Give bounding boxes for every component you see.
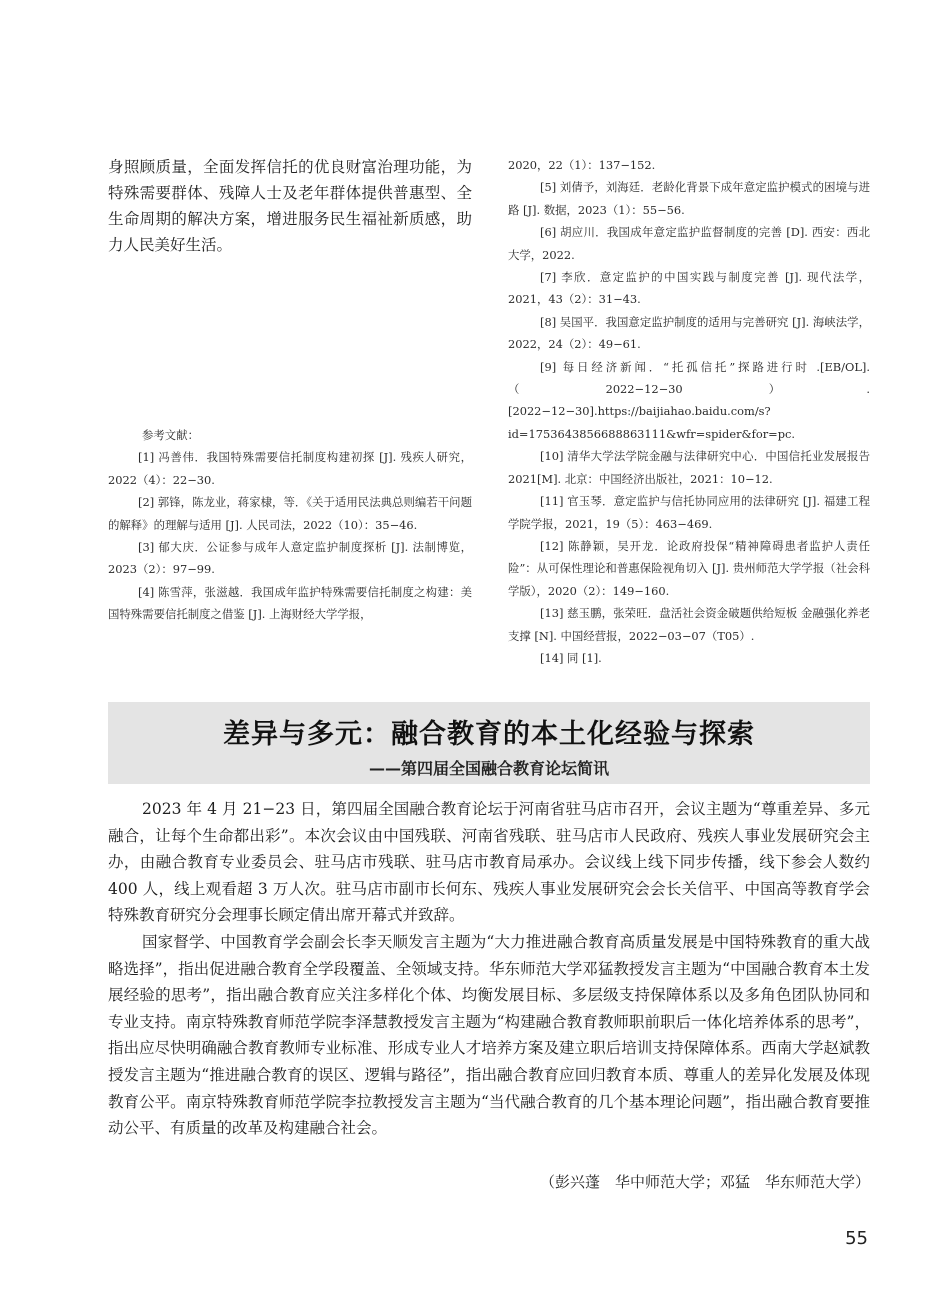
- news-paragraph: 国家督学、中国教育学会副会长李天顺发言主题为“大力推进融合教育高质量发展是中国特殊教育的重大战略选择”，指出促进融合教育全学段覆盖、全领域支持。华东师范大学邓猛教授发言主题为“中国融合教育本土发展经验的思考”，指出融合教育应关注多样化个体、均衡发展目标、多层级支持保障体系以及多角色团队协同和专业支持。南京特殊教育师范学院李泽慧教授发言主题为“构建融合教育教师职前职后一体化培养体系的思考”，指出应尽快明确融合教育教师专业标准、形成专业人才培养方案及建立职后培训支持保障体系。西南大学赵斌教授发言主题为“推进融合教育的误区、逻辑与路径”，指出融合教育应回归教育本质、尊重人的差异化发展及体现教育公平。南京特殊教育师范学院李拉教授发言主题为“当代融合教育的几个基本理论问题”，指出融合教育要推动公平、有质量的改革及构建融合社会。: [108, 932, 870, 1138]
- references-left: [108, 424, 472, 626]
- reference-item: [11] 官玉琴．意定监护与信托协同应用的法律研究 [J]. 福建工程学院学报，2021，19（5）：463−469.: [508, 494, 870, 531]
- reference-item: [12] 陈静颖，吴开龙．论政府投保“精神障碍患者监护人责任险”：从可保性理论和普惠保险视角切入 [J]. 贵州师范大学学报（社会科学版），2020（2）：149−160.: [508, 538, 870, 598]
- references-title: 参考文献：: [142, 428, 199, 442]
- reference-item: [14] 同 [1].: [540, 650, 602, 665]
- news-paragraph: 2023 年 4 月 21−23 日，第四届全国融合教育论坛于河南省驻马店市召开，会议主题为“尊重差异、多元融合，让每个生命都出彩”。本次会议由中国残联、河南省残联、驻马店市人民政府、残疾人事业发展研究会主办，由融合教育专业委员会、驻马店市残联、驻马店市教育局承办。会议线上线下同步传播，线下参会人数约 400 人，线上观看超 3 万人次。驻马店市副市长何东、残疾人事业发展研究会会长关信平、中国高等教育学会特殊教育研究分会理事长顾定倩出席开幕式并致辞。: [108, 800, 870, 925]
- reference-item: [2] 郭锋，陈龙业，蒋家棣，等．《关于适用民法典总则编若干问题的解释》的理解与适用 [J]. 人民司法，2022（10）：35−46.: [108, 495, 472, 532]
- reference-item: [3] 郁大庆．公证参与成年人意定监护制度探析 [J]. 法制博览，2023（2）：97−99.: [108, 540, 472, 577]
- body-paragraph: 身照顾质量，全面发挥信托的优良财富治理功能，为特殊需要群体、残障人士及老年群体提供普惠型、全生命周期的解决方案，增进服务民生福祉新质感，助力人民美好生活。: [108, 158, 472, 254]
- news-subtitle: ——第四届全国融合教育论坛简讯: [368, 759, 609, 778]
- left-column: [108, 154, 472, 258]
- reference-item: [8] 吴国平．我国意定监护制度的适用与完善研究 [J]. 海峡法学，2022，24（2）：49−61.: [508, 314, 870, 352]
- reference-continuation: 2020，22（1）：137−152.: [508, 158, 656, 172]
- reference-item: [5] 刘倩予，刘海廷．老龄化背景下成年意定监护模式的困境与进路 [J]. 数据，2023（1）：55−56.: [508, 180, 870, 217]
- reference-item: [9] 每日经济新闻．“托孤信托”探路进行时 .[EB/OL].（2022−12−30）.[2022−12−30].https://baijiahao.baidu.com/s?id=1753643856688863111&wfr=spider&for=pc.: [508, 359, 870, 441]
- reference-item: [7] 李欣．意定监护的中国实践与制度完善 [J]. 现代法学，2021，43（2）：31−43.: [508, 270, 870, 307]
- reference-item: [1] 冯善伟．我国特殊需要信托制度构建初探 [J]. 残疾人研究，2022（4）：22−30.: [108, 450, 472, 487]
- author-signature: （彭兴蓬 华中师范大学；邓猛 华东师范大学）: [539, 1173, 870, 1191]
- page-number: 55: [845, 1228, 868, 1249]
- reference-item: [4] 陈雪萍，张滋越．我国成年监护特殊需要信托制度之构建：美国特殊需要信托制度之借鉴 [J]. 上海财经大学学报，: [108, 584, 472, 622]
- reference-item: [10] 清华大学法学院金融与法律研究中心．中国信托业发展报告 2021[M]. 北京：中国经济出版社，2021：10−12.: [508, 449, 870, 486]
- references-right: [508, 154, 870, 669]
- news-title: 差异与多元：融合教育的本土化经验与探索: [223, 719, 755, 750]
- reference-item: [13] 慈玉鹏，张荣旺．盘活社会资金破题供给短板 金融强化养老支撑 [N]. 中国经营报，2022−03−07（T05）.: [508, 606, 870, 643]
- reference-item: [6] 胡应川．我国成年意定监护监督制度的完善 [D]. 西安：西北大学，2022.: [508, 225, 870, 262]
- news-body: [108, 796, 870, 1142]
- news-title-banner: [108, 702, 870, 784]
